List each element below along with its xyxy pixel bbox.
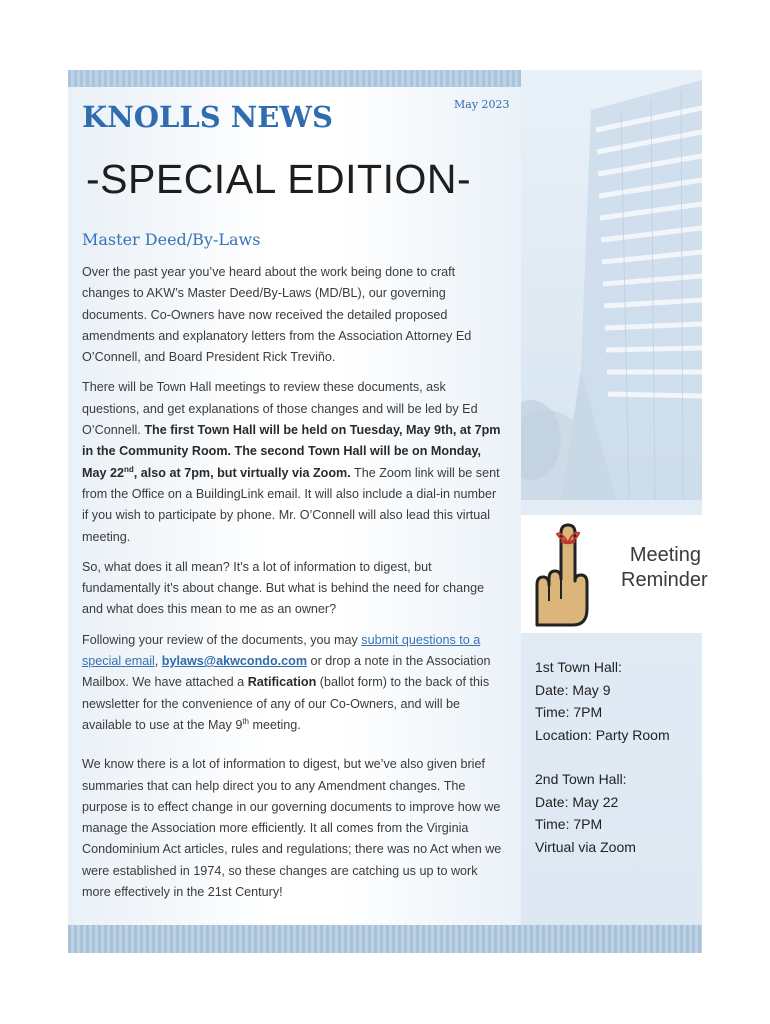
town-hall-title: 2nd Town Hall: xyxy=(535,771,627,787)
paragraph-summary: We know there is a lot of information to digest, but we’ve also given brief summaries that can help direct you to any Amendment changes. The purpose is to effect change in our governing documents to improve how we manage the Association more efficiently. It all comes from the Virginia Condominium Act articles, rules and regulations; there was no Act when we were established in 1974, so these changes are catching us up to work more effectively in the 21st Century! xyxy=(82,757,502,900)
town-hall-location: Virtual via Zoom xyxy=(535,838,636,855)
paragraph-review xyxy=(82,630,502,736)
reminder-line: Meeting xyxy=(629,544,701,566)
paragraph-town-hall xyxy=(82,377,502,547)
section-heading: Master Deed/By-Laws xyxy=(82,230,261,249)
text-run: , xyxy=(154,654,162,669)
edition-heading: -SPECIAL EDITION- xyxy=(86,156,472,202)
reminder-line: Reminder xyxy=(621,569,708,591)
text-run: meeting. xyxy=(249,717,301,732)
top-decorative-band xyxy=(68,70,521,87)
town-hall-time: Time: 7PM xyxy=(535,704,603,720)
newsletter-title: KNOLLS NEWS xyxy=(82,100,333,134)
bold-run: , also at 7pm, but virtually via Zoom. xyxy=(133,465,351,480)
town-hall-1-info xyxy=(535,656,670,746)
superscript: th xyxy=(242,716,249,726)
text-run: The Zoom link will be sent from the Office on a BuildingLink email. It will also include a dial-in number if you wish to participate by phone. Mr. O’Connell will also lead this virtual meeting. xyxy=(82,465,500,544)
building-photo xyxy=(521,70,702,500)
bold-run: The first Town Hall will be held on Tuesday, May 9th, at 7pm in the Community Room. The second Town Hall will be on Monday, May 22 xyxy=(82,423,501,480)
paragraph-intro: Over the past year you’ve heard about the work being done to craft changes to AKW’s Master Deed/By-Laws (MD/BL), our governing documents. Co-Owners have now received the detailed proposed amendments and explanatory letters from the Association Attorney Ed O’Connell, and Board President Rick Treviño. xyxy=(82,265,472,365)
text-run: (ballot form) to the back of this newsletter for the convenience of any of our Co-Owners, and will be available to use at the May 9 xyxy=(82,675,490,732)
town-hall-title: 1st Town Hall: xyxy=(535,659,622,675)
town-hall-date: Date: May 22 xyxy=(535,793,619,810)
article-body xyxy=(82,262,502,912)
superscript: nd xyxy=(124,464,134,474)
text-run: or drop a note in the Association Mailbox. We have attached a xyxy=(82,654,491,690)
issue-date: May 2023 xyxy=(454,98,510,111)
text-run: Following your review of the documents, you may xyxy=(82,632,362,647)
submit-questions-link[interactable]: submit questions to a special email xyxy=(82,632,481,669)
text-run: There will be Town Hall meetings to review these documents, ask questions, and get explanations of those changes and will be led by Ed O’Connell. xyxy=(82,380,478,438)
bottom-decorative-band xyxy=(68,925,702,953)
town-hall-date: Date: May 9 xyxy=(535,681,611,698)
town-hall-location: Location: Party Room xyxy=(535,726,670,743)
town-hall-time: Time: 7PM xyxy=(535,816,603,832)
meeting-reminder-box xyxy=(521,515,708,633)
finger-string-icon xyxy=(527,519,597,627)
email-link[interactable]: bylaws@akwcondo.com xyxy=(161,654,308,669)
reminder-label xyxy=(621,543,708,593)
bold-run: Ratification xyxy=(247,675,317,690)
paragraph-meaning: So, what does it all mean? It's a lot of information to digest, but fundamentally it's about change. But what is behind the need for change and what does this mean to me as an owner? xyxy=(82,559,485,617)
town-hall-2-info xyxy=(535,768,636,858)
